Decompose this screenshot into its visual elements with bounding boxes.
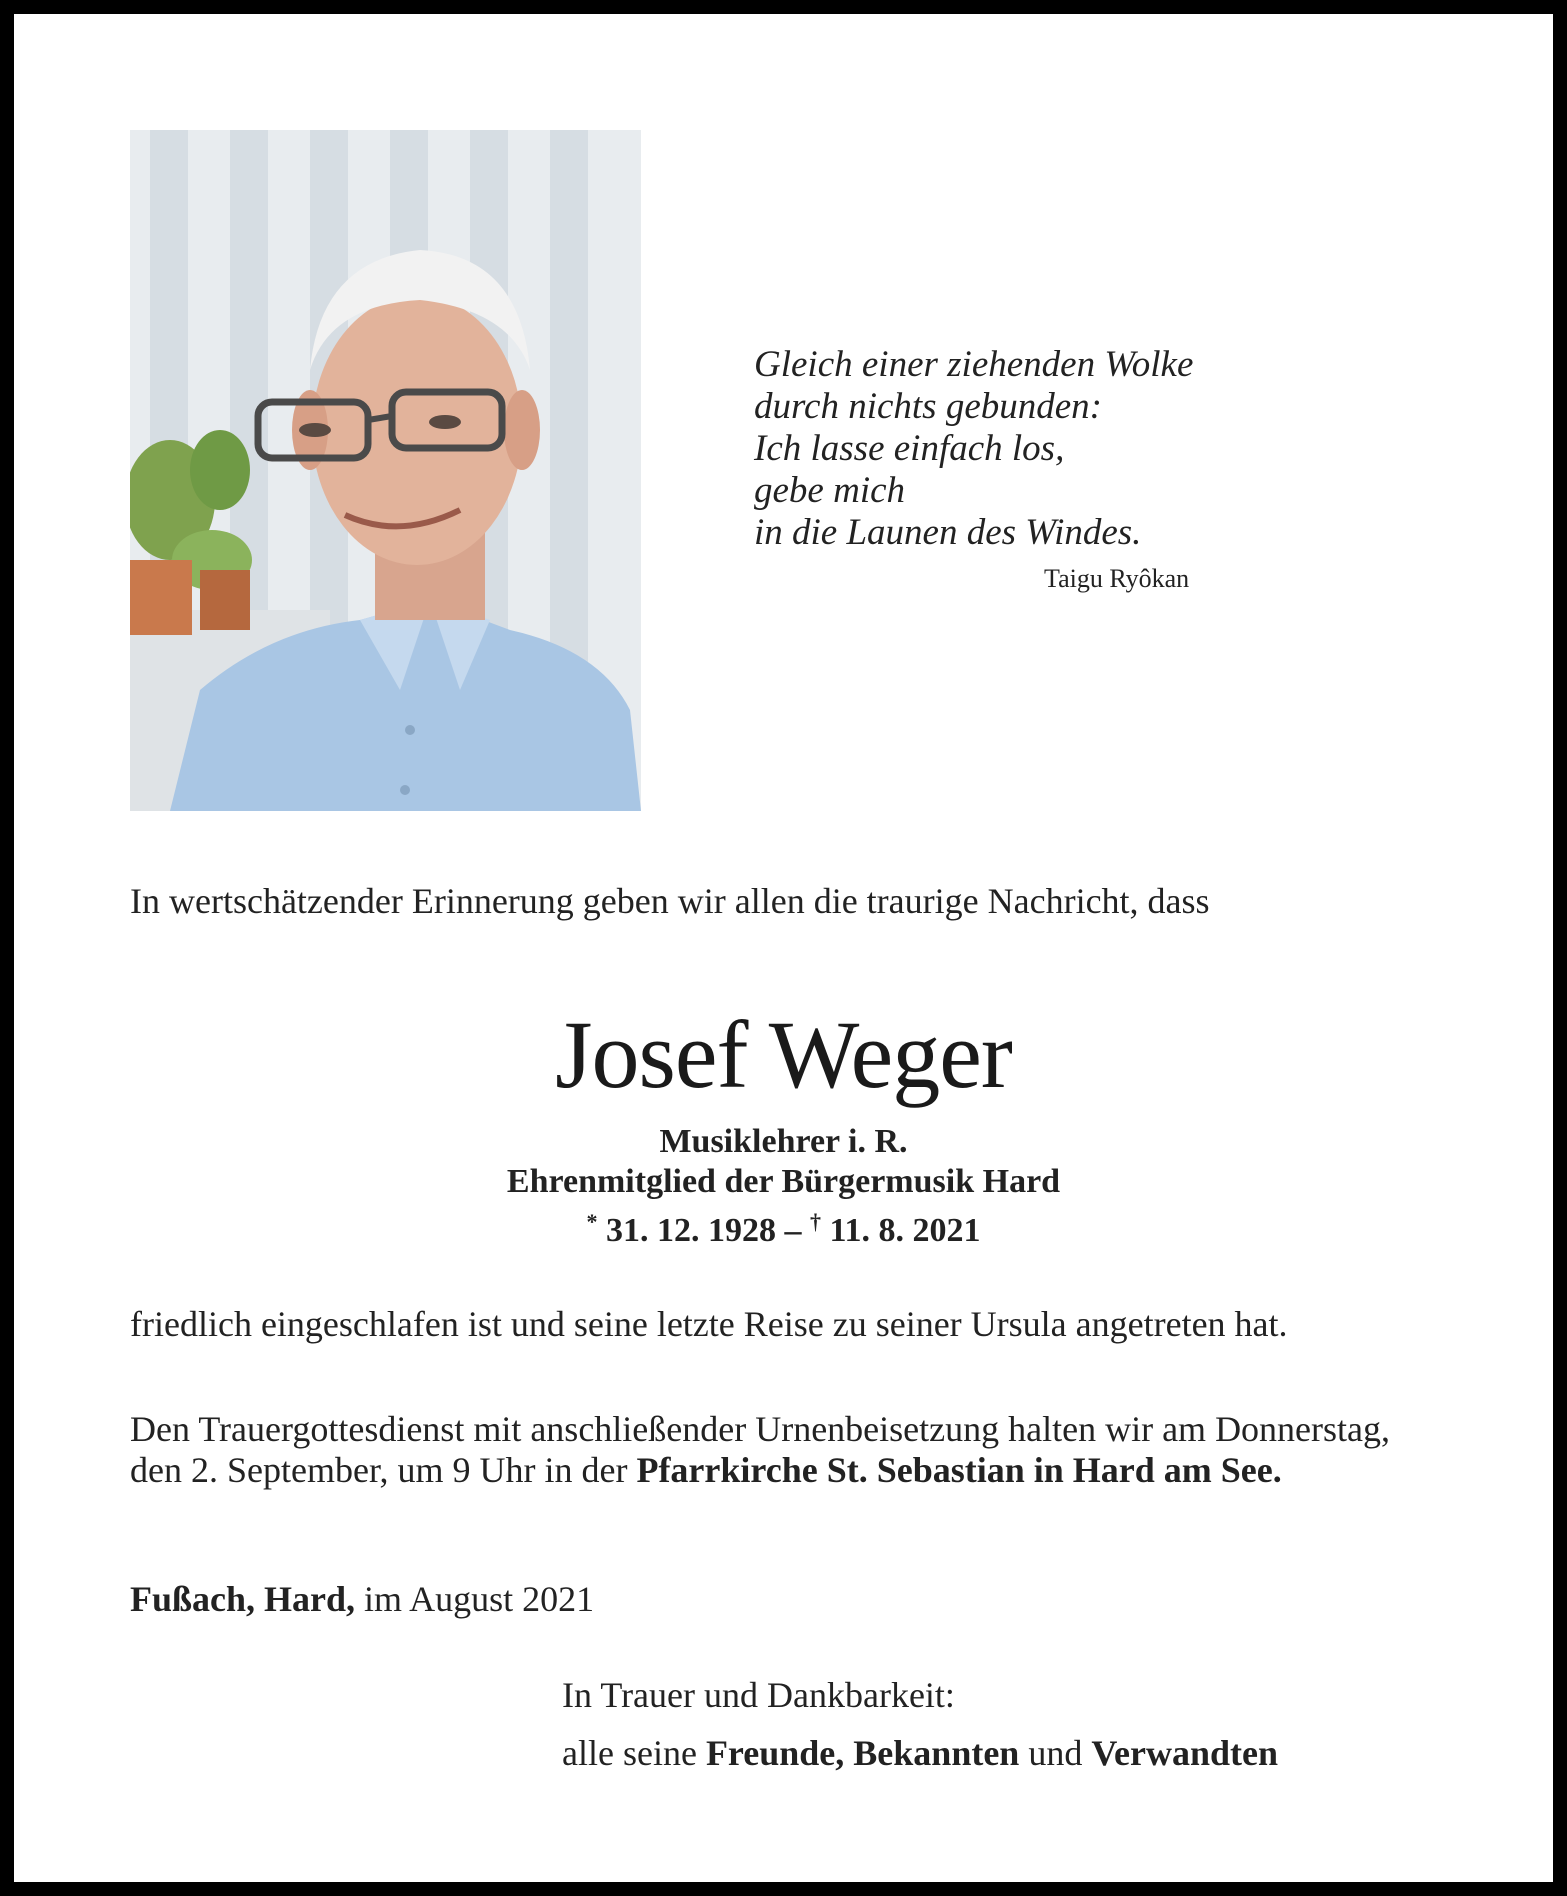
deceased-titles — [14, 1122, 1553, 1251]
deceased-name: Josef Weger — [555, 1001, 1012, 1108]
signature-acquaintances: Bekannten — [853, 1733, 1020, 1773]
title-profession: Musiklehrer i. R. — [659, 1123, 908, 1160]
service-place: Pfarrkirche St. Sebastian in Hard am See. — [636, 1450, 1282, 1490]
poem-line: Ich lasse einfach los, — [754, 428, 1065, 469]
poem-line: gebe mich — [754, 470, 906, 511]
signature-friends: Freunde, — [705, 1733, 845, 1773]
signature — [562, 1666, 1278, 1782]
signature-relatives: Verwandten — [1091, 1733, 1279, 1773]
place-date — [130, 1579, 1450, 1620]
intro-text: In wertschätzender Erinnerung geben wir allen die traurige Nachricht, dass — [130, 881, 1210, 921]
birth-date: 31. 12. 1928 — [605, 1212, 776, 1249]
life-dates — [14, 1202, 1553, 1251]
places: Fußach, Hard, — [130, 1579, 356, 1619]
signature-line1: In Trauer und Dankbarkeit: — [562, 1675, 955, 1715]
poem-quote — [754, 344, 1314, 594]
signature-and: und — [1028, 1733, 1083, 1773]
poem-line: in die Launen des Windes. — [754, 512, 1142, 553]
poem-author: Taigu Ryôkan — [1044, 564, 1190, 593]
death-date: 11. 8. 2021 — [829, 1212, 981, 1249]
date: im August 2021 — [364, 1579, 595, 1619]
obituary-card — [14, 14, 1553, 1882]
title-honorary: Ehrenmitglied der Bürgermusik Hard — [506, 1163, 1061, 1200]
service-text: Den Trauergottesdienst mit anschließender Urnenbeisetzung halten wir am Donnerstag, den 2. September, um 9 Uhr in der — [130, 1409, 1391, 1490]
signature-prefix: alle seine — [562, 1733, 697, 1773]
birth-symbol: * — [586, 1209, 598, 1234]
paragraph-passing: friedlich eingeschlafen ist und seine letzte Reise zu seiner Ursula angetreten hat. — [130, 1304, 1288, 1344]
signature-line2 — [562, 1724, 1278, 1782]
portrait-photo — [130, 130, 641, 811]
poem-line: Gleich einer ziehenden Wolke — [754, 344, 1194, 385]
poem-line: durch nichts gebunden: — [754, 386, 1102, 427]
date-separator: – — [784, 1212, 802, 1249]
paragraph-service — [130, 1409, 1450, 1491]
death-symbol: † — [809, 1209, 821, 1234]
